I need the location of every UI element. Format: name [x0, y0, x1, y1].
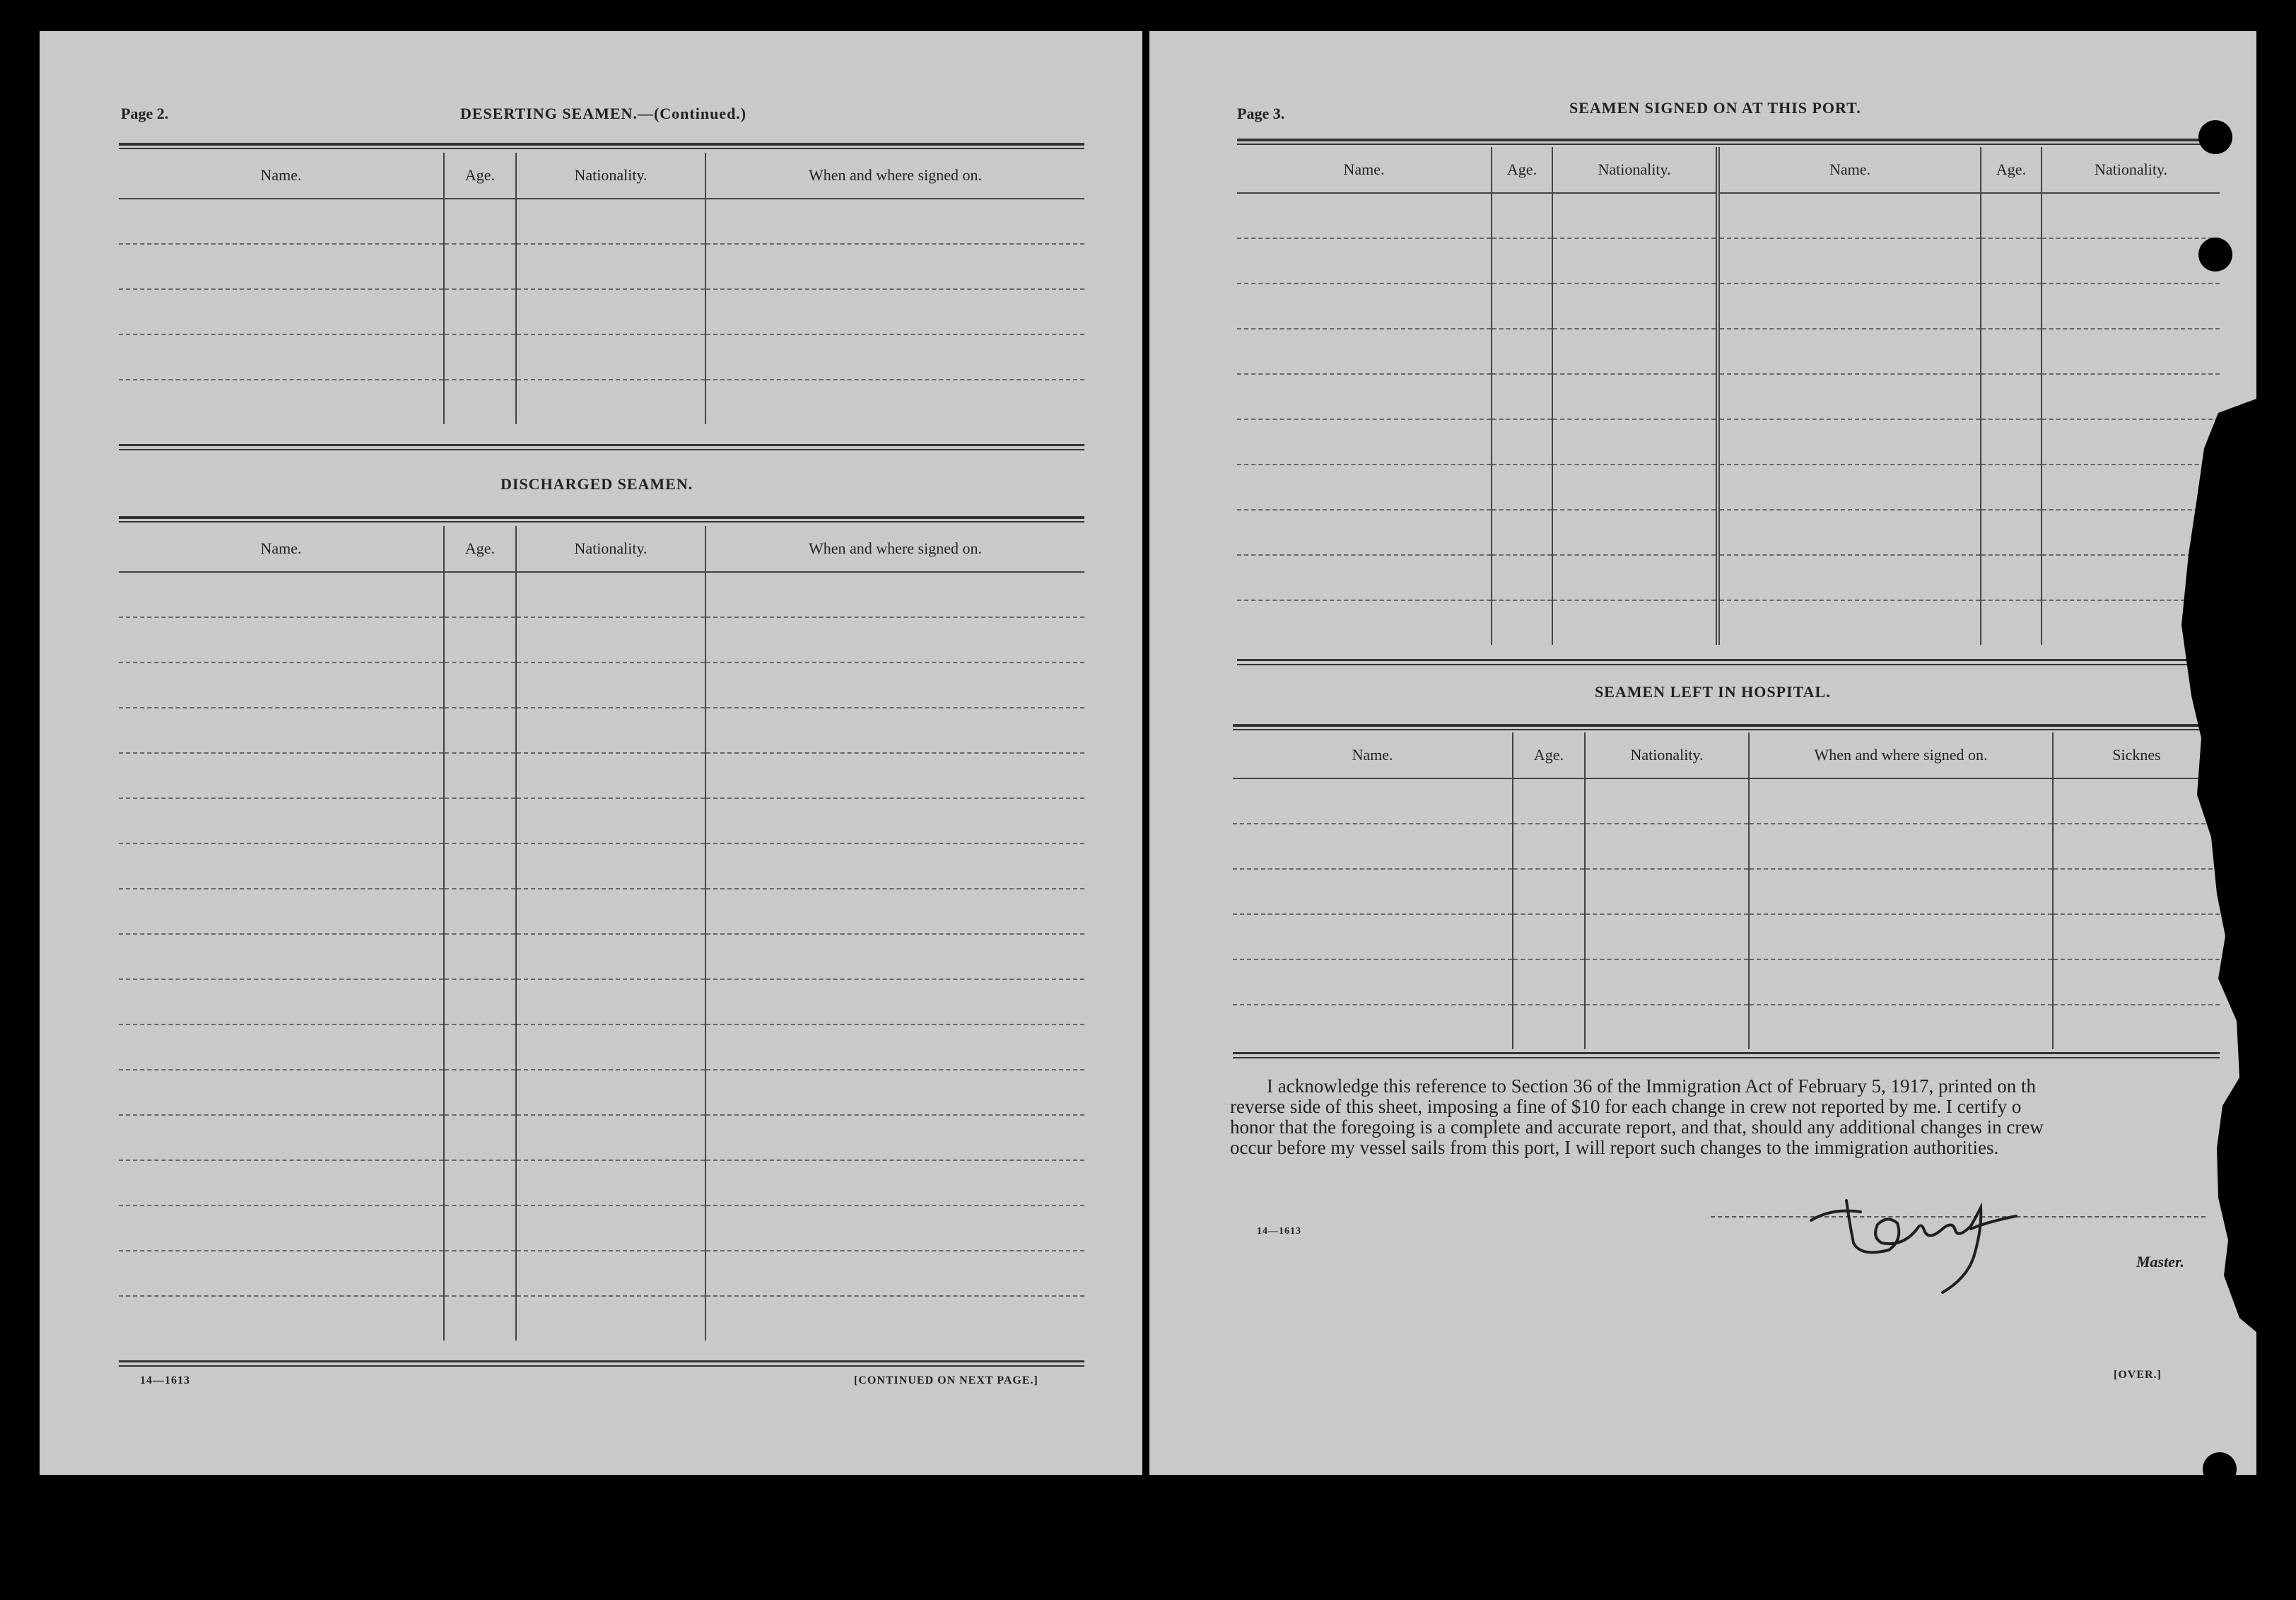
table-cell — [516, 244, 705, 289]
page-label: Page 3. — [1237, 105, 1285, 122]
table-cell — [119, 199, 444, 244]
table-cell — [1981, 510, 2042, 555]
table-row — [119, 380, 1084, 424]
table-row — [119, 843, 1084, 889]
table-cell — [1981, 193, 2042, 238]
over-note: [OVER.] — [2114, 1369, 2162, 1381]
table-cell — [1237, 600, 1492, 645]
table-row — [1233, 959, 2220, 1005]
table-cell — [1552, 238, 1718, 284]
table-cell — [1749, 959, 2053, 1005]
table-cell — [119, 1296, 444, 1341]
table-cell — [1585, 824, 1749, 869]
table-cell — [119, 380, 444, 424]
column-header: Name. — [1718, 147, 1981, 193]
table-cell — [1552, 193, 1718, 238]
table-row — [119, 1251, 1084, 1296]
table-cell — [1718, 419, 1981, 465]
table-row — [1237, 465, 2220, 510]
acknowledgement-line: occur before my vessel sails from this port, I will report such changes to the immigration authorities. — [1230, 1137, 1999, 1158]
table-cell — [1749, 1005, 2053, 1049]
table-cell — [516, 380, 705, 424]
table-cell — [1237, 555, 1492, 600]
table-cell — [516, 1205, 705, 1251]
table-row — [119, 244, 1084, 289]
table-cell — [1492, 465, 1552, 510]
table-cell — [516, 617, 705, 662]
table-cell — [516, 1024, 705, 1070]
table-cell — [705, 1251, 1084, 1296]
table-row — [119, 572, 1084, 617]
column-header: Nationality. — [516, 526, 705, 572]
table-cell — [705, 617, 1084, 662]
header-rule — [1237, 139, 2220, 145]
table-cell — [444, 753, 516, 798]
table-cell — [1749, 869, 2053, 914]
table-cell — [1585, 914, 1749, 959]
table-cell — [1513, 824, 1585, 869]
table-cell — [705, 662, 1084, 708]
table-cell — [2042, 238, 2220, 284]
table-row — [1233, 778, 2220, 824]
table-cell — [705, 1160, 1084, 1205]
binder-hole — [2203, 1452, 2237, 1486]
table-cell — [2042, 193, 2220, 238]
table-cell — [119, 979, 444, 1024]
signature-mark — [1804, 1179, 2044, 1300]
table-cell — [1233, 778, 1513, 824]
table-row — [119, 1070, 1084, 1115]
table-cell — [119, 1205, 444, 1251]
table-cell — [444, 1251, 516, 1296]
table-cell — [1233, 914, 1513, 959]
left-page — [40, 31, 1142, 1475]
table-cell — [705, 979, 1084, 1024]
table-cell — [444, 617, 516, 662]
table-cell — [444, 889, 516, 934]
table-cell — [1981, 284, 2042, 329]
table-cell — [1237, 374, 1492, 419]
table-row — [1233, 1005, 2220, 1049]
table-cell — [1492, 374, 1552, 419]
table-cell — [705, 934, 1084, 979]
column-header: Age. — [444, 153, 516, 199]
table-cell — [516, 1251, 705, 1296]
table-cell — [1492, 419, 1552, 465]
table-row — [119, 289, 1084, 334]
table-cell — [1492, 193, 1552, 238]
table-row — [1233, 869, 2220, 914]
table-cell — [1749, 824, 2053, 869]
table-cell — [516, 1160, 705, 1205]
table-row — [1237, 600, 2220, 645]
table-cell — [444, 979, 516, 1024]
table-cell — [1233, 959, 1513, 1005]
table-row — [1237, 555, 2220, 600]
signed-on-title: SEAMEN SIGNED ON AT THIS PORT. — [1569, 99, 1861, 117]
table-cell — [705, 1115, 1084, 1160]
table-cell — [516, 1070, 705, 1115]
table-row — [119, 334, 1084, 380]
column-header: Name. — [119, 526, 444, 572]
deserting-seamen-title: DESERTING SEAMEN.—(Continued.) — [460, 105, 747, 122]
table-cell — [1749, 914, 2053, 959]
table-row — [119, 199, 1084, 244]
table-cell — [705, 334, 1084, 380]
header-rule — [119, 516, 1084, 522]
table-cell — [1552, 374, 1718, 419]
table-end-rule — [119, 444, 1084, 450]
table-cell — [516, 289, 705, 334]
table-row — [1237, 419, 2220, 465]
acknowledgement-line: I acknowledge this reference to Section 36 of the Immigration Act of February 5, 1917, printed on th — [1267, 1075, 2036, 1097]
acknowledgement-line: reverse side of this sheet, imposing a fine of $10 for each change in crew not reported by me. I certify o — [1230, 1096, 2022, 1117]
table-cell — [1981, 238, 2042, 284]
table-row — [119, 889, 1084, 934]
table-cell — [1513, 778, 1585, 824]
column-header: When and where signed on. — [1749, 732, 2053, 778]
table-cell — [1718, 600, 1981, 645]
table-row — [119, 708, 1084, 753]
table-cell — [119, 1070, 444, 1115]
table-cell — [444, 798, 516, 843]
column-header: Name. — [1233, 732, 1513, 778]
table-cell — [444, 843, 516, 889]
table-cell — [1513, 869, 1585, 914]
table-cell — [705, 572, 1084, 617]
table-cell — [705, 708, 1084, 753]
table-row — [1237, 284, 2220, 329]
header-rule — [119, 143, 1084, 149]
table-cell — [119, 708, 444, 753]
column-header: Age. — [1981, 147, 2042, 193]
table-cell — [444, 1296, 516, 1341]
table-cell — [516, 199, 705, 244]
table-cell — [516, 934, 705, 979]
table-cell — [705, 843, 1084, 889]
table-cell — [1552, 419, 1718, 465]
table-cell — [1492, 329, 1552, 374]
table-cell — [1981, 329, 2042, 374]
table-cell — [1981, 555, 2042, 600]
table-cell — [1492, 284, 1552, 329]
hospital-title: SEAMEN LEFT IN HOSPITAL. — [1595, 683, 1831, 701]
table-cell — [2042, 329, 2220, 374]
column-header: When and where signed on. — [705, 526, 1084, 572]
acknowledgement-line: honor that the foregoing is a complete and accurate report, and that, should any additional changes in crew — [1230, 1116, 2044, 1138]
table-cell — [119, 934, 444, 979]
discharged-seamen-table — [119, 526, 1084, 1341]
column-header: Nationality. — [2042, 147, 2220, 193]
continued-note: [CONTINUED ON NEXT PAGE.] — [854, 1374, 1038, 1386]
table-cell — [705, 244, 1084, 289]
table-cell — [444, 1115, 516, 1160]
table-cell — [444, 1070, 516, 1115]
table-cell — [1552, 329, 1718, 374]
table-cell — [705, 199, 1084, 244]
torn-edge — [2133, 399, 2256, 1332]
table-cell — [705, 798, 1084, 843]
column-header: Age. — [444, 526, 516, 572]
table-cell — [444, 244, 516, 289]
table-cell — [1585, 959, 1749, 1005]
table-cell — [119, 289, 444, 334]
column-header: Name. — [1237, 147, 1492, 193]
table-cell — [516, 843, 705, 889]
column-header: Name. — [119, 153, 444, 199]
table-cell — [1552, 600, 1718, 645]
table-cell — [1552, 510, 1718, 555]
table-row — [119, 753, 1084, 798]
table-cell — [705, 1205, 1084, 1251]
table-cell — [516, 572, 705, 617]
table-cell — [444, 572, 516, 617]
header-rule — [1233, 724, 2220, 730]
table-cell — [705, 1296, 1084, 1341]
table-cell — [1513, 1005, 1585, 1049]
table-cell — [1552, 555, 1718, 600]
table-row — [119, 1205, 1084, 1251]
table-cell — [119, 1024, 444, 1070]
table-cell — [1237, 284, 1492, 329]
table-cell — [119, 244, 444, 289]
master-label: Master. — [2136, 1253, 2184, 1271]
table-cell — [119, 1251, 444, 1296]
table-cell — [516, 1115, 705, 1160]
table-cell — [1492, 238, 1552, 284]
table-cell — [1718, 238, 1981, 284]
form-number: 14—1613 — [1257, 1226, 1301, 1237]
table-cell — [705, 1070, 1084, 1115]
table-row — [119, 798, 1084, 843]
table-cell — [705, 1024, 1084, 1070]
table-cell — [119, 662, 444, 708]
table-cell — [1237, 510, 1492, 555]
table-cell — [516, 798, 705, 843]
table-cell — [705, 380, 1084, 424]
table-cell — [444, 1205, 516, 1251]
deserting-seamen-table — [119, 153, 1084, 424]
table-cell — [1233, 824, 1513, 869]
table-cell — [1552, 284, 1718, 329]
table-cell — [705, 753, 1084, 798]
table-cell — [444, 662, 516, 708]
table-cell — [444, 1024, 516, 1070]
column-header: Age. — [1492, 147, 1552, 193]
table-cell — [444, 199, 516, 244]
table-cell — [516, 753, 705, 798]
table-cell — [516, 334, 705, 380]
table-cell — [1718, 465, 1981, 510]
table-cell — [1718, 284, 1981, 329]
table-cell — [444, 708, 516, 753]
table-cell — [1718, 193, 1981, 238]
table-cell — [705, 889, 1084, 934]
table-row — [119, 617, 1084, 662]
table-cell — [1981, 419, 2042, 465]
table-row — [119, 1296, 1084, 1341]
table-cell — [1233, 1005, 1513, 1049]
table-end-rule — [1233, 1052, 2220, 1058]
hospital-table — [1233, 732, 2220, 1049]
table-cell — [444, 334, 516, 380]
table-cell — [119, 843, 444, 889]
column-header: Nationality. — [1585, 732, 1749, 778]
table-cell — [1585, 778, 1749, 824]
table-cell — [444, 934, 516, 979]
acknowledgement-text — [1230, 1076, 2217, 1158]
table-cell — [119, 617, 444, 662]
table-cell — [516, 708, 705, 753]
table-row — [119, 1024, 1084, 1070]
table-cell — [1718, 555, 1981, 600]
table-row — [1237, 193, 2220, 238]
table-cell — [1237, 419, 1492, 465]
table-cell — [444, 289, 516, 334]
table-cell — [1718, 374, 1981, 419]
table-cell — [1237, 329, 1492, 374]
signed-on-table — [1237, 147, 2220, 645]
table-cell — [119, 889, 444, 934]
table-cell — [1233, 869, 1513, 914]
table-cell — [516, 889, 705, 934]
table-cell — [1981, 600, 2042, 645]
column-header: When and where signed on. — [705, 153, 1084, 199]
table-row — [1237, 510, 2220, 555]
table-cell — [1513, 959, 1585, 1005]
table-cell — [119, 572, 444, 617]
table-cell — [444, 380, 516, 424]
table-row — [119, 1160, 1084, 1205]
table-cell — [444, 1160, 516, 1205]
table-cell — [1237, 193, 1492, 238]
column-header: Nationality. — [1552, 147, 1718, 193]
table-row — [119, 662, 1084, 708]
table-row — [119, 979, 1084, 1024]
table-cell — [119, 334, 444, 380]
table-row — [1237, 374, 2220, 419]
discharged-seamen-title: DISCHARGED SEAMEN. — [500, 475, 693, 493]
table-row — [1237, 329, 2220, 374]
table-row — [1237, 238, 2220, 284]
table-cell — [1492, 510, 1552, 555]
binder-hole — [2198, 238, 2232, 271]
form-number: 14—1613 — [140, 1374, 190, 1386]
table-cell — [1585, 869, 1749, 914]
table-cell — [1513, 914, 1585, 959]
table-cell — [119, 798, 444, 843]
table-cell — [1237, 465, 1492, 510]
table-cell — [1718, 329, 1981, 374]
table-cell — [1492, 600, 1552, 645]
page-label: Page 2. — [121, 105, 169, 122]
column-header: Age. — [1513, 732, 1585, 778]
table-cell — [516, 1296, 705, 1341]
table-cell — [516, 662, 705, 708]
table-cell — [119, 1160, 444, 1205]
binder-hole — [2198, 120, 2232, 154]
table-cell — [1981, 374, 2042, 419]
column-header: Sicknes — [2053, 732, 2220, 778]
table-row — [1233, 914, 2220, 959]
table-cell — [516, 979, 705, 1024]
table-cell — [2042, 284, 2220, 329]
table-cell — [1749, 778, 2053, 824]
table-cell — [1718, 510, 1981, 555]
table-cell — [119, 1115, 444, 1160]
table-cell — [1237, 238, 1492, 284]
table-cell — [705, 289, 1084, 334]
table-cell — [1552, 465, 1718, 510]
column-header: Nationality. — [516, 153, 705, 199]
table-row — [1233, 824, 2220, 869]
table-row — [119, 1115, 1084, 1160]
table-cell — [1981, 465, 2042, 510]
table-cell — [1585, 1005, 1749, 1049]
table-cell — [1492, 555, 1552, 600]
table-row — [119, 934, 1084, 979]
right-page — [1149, 31, 2256, 1475]
table-end-rule — [119, 1360, 1084, 1367]
table-cell — [119, 753, 444, 798]
table-end-rule — [1237, 659, 2220, 665]
